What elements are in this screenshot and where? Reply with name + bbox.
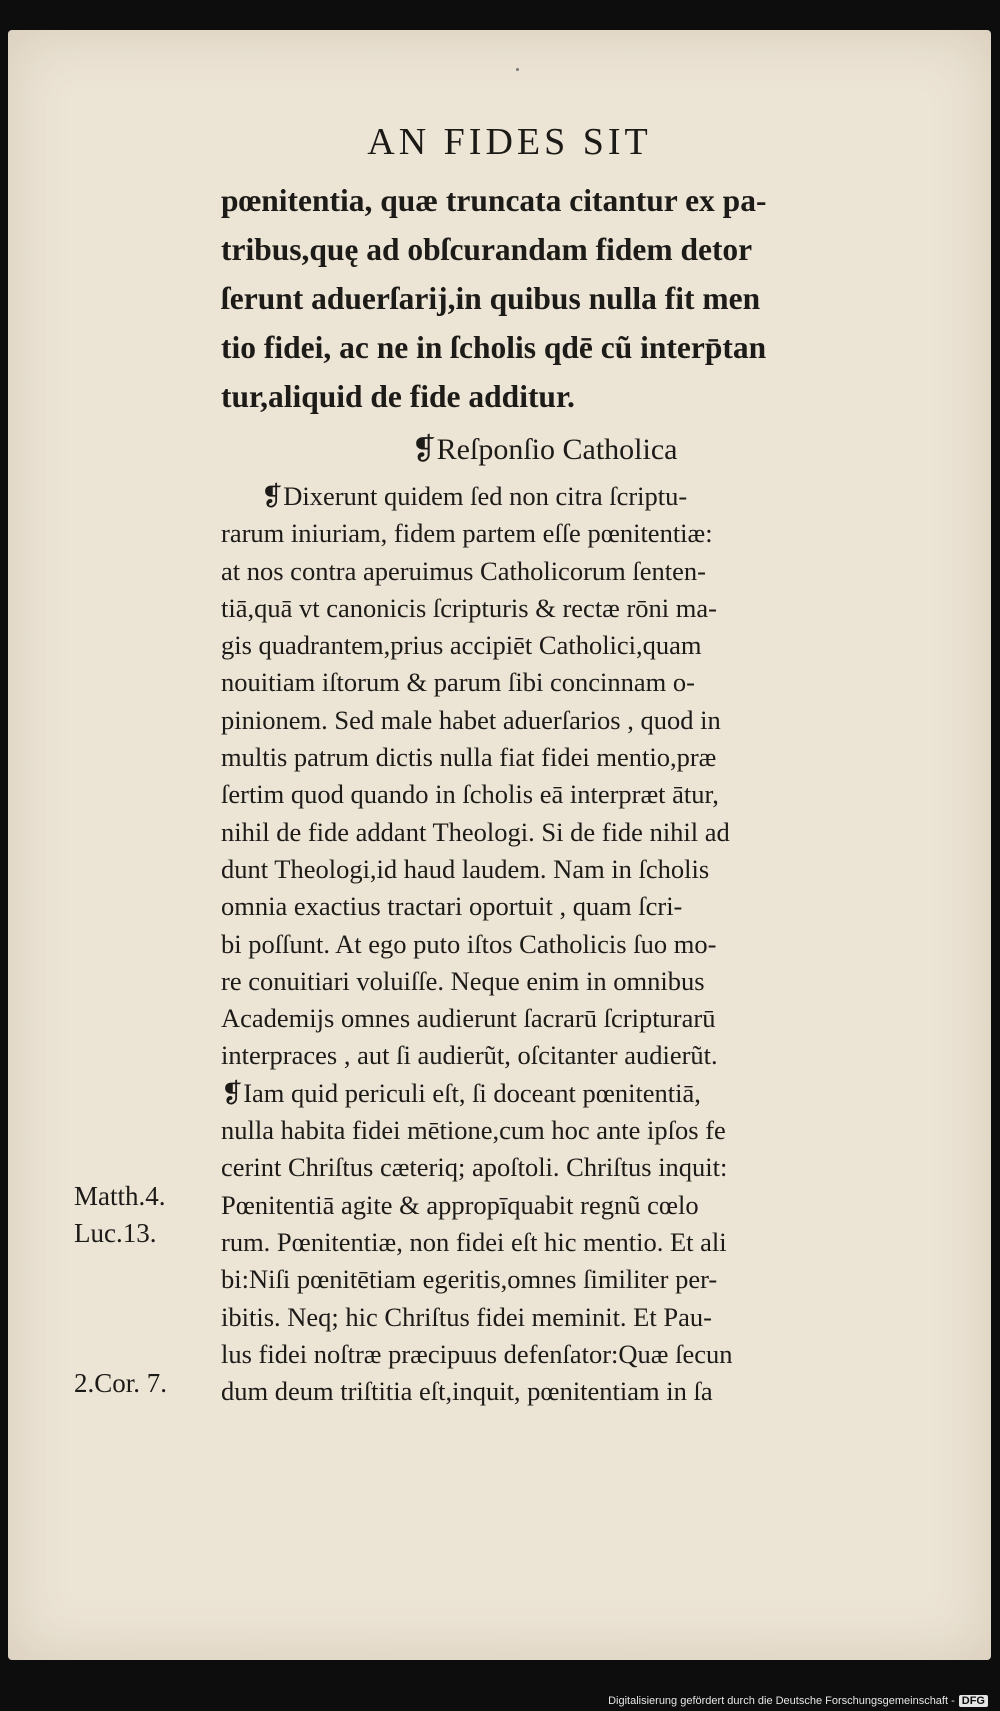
text-line: dum deum triſtitia eſt,inquit, pœnitentiam in ſa — [221, 1376, 713, 1407]
text-line: ❡Iam quid periculi eſt, ſi doceant pœnitentiā, — [221, 1077, 701, 1108]
argument-text — [221, 176, 941, 421]
text-line: tribus,quę ad obſcurandam fidem detor — [221, 232, 753, 267]
response-text — [221, 478, 941, 1410]
text-line: tiā,quā vt canonicis ſcripturis & rectæ rōni ma- — [221, 592, 717, 623]
text-line: multis patrum dictis nulla fiat fidei mentio,præ — [221, 742, 717, 773]
digitization-credit — [608, 1695, 988, 1707]
text-line: Pœnitentiā agite & appropīquabit regnũ cœlo — [221, 1189, 699, 1220]
text-line: nihil de fide addant Theologi. Si de fide nihil ad — [221, 816, 730, 847]
running-head: AN FIDES SIT — [367, 121, 652, 163]
text-line: cerint Chriſtus cæteriq; apoſtoli. Chriſtus inquit: — [221, 1152, 728, 1183]
text-line: gis quadrantem,prius accipiēt Catholici,quam — [221, 630, 702, 661]
margin-note-cor: 2.Cor. 7. — [74, 1368, 168, 1398]
dfg-logo: DFG — [959, 1695, 988, 1707]
book-page — [8, 30, 991, 1660]
page-speck — [516, 68, 519, 71]
text-line: bi:Niſi pœnitētiam egeritis,omnes ſimiliter per- — [221, 1264, 718, 1295]
text-line: lus fidei noſtræ præcipuus defenſator:Quæ ſecun — [221, 1338, 733, 1369]
text-line: bi poſſunt. At ego puto iſtos Catholicis ſuo mo- — [221, 928, 717, 959]
text-line: tio fidei, ac ne in ſcholis qdē cũ interp̄tan — [221, 330, 767, 365]
text-line: dunt Theologi,id haud laudem. Nam in ſcholis — [221, 853, 710, 884]
text-line: ſerunt aduerſarij,in quibus nulla fit men — [221, 281, 761, 316]
text-line: ſertim quod quando in ſcholis eā interpræt ātur, — [221, 779, 719, 810]
text-line: interpraces , aut ſi audierũt, oſcitanter audierũt. — [221, 1040, 718, 1071]
text-line: omnia exactius tractari oportuit , quam ſcri- — [221, 891, 683, 922]
margin-note-matth: Matth.4. — [74, 1181, 166, 1211]
text-line: nouitiam iſtorum & parum ſibi concinnam o- — [221, 667, 695, 698]
margin-note-luc: Luc.13. — [74, 1218, 157, 1248]
text-line: nulla habita fidei mētione,cum hoc ante ipſos fe — [221, 1115, 726, 1146]
text-line: ibitis. Neq; hic Chriſtus fidei meminit. Et Pau- — [221, 1301, 712, 1332]
text-line: rarum iniuriam, fidem partem eſſe pœnitentiæ: — [221, 518, 713, 549]
section-heading: ❡Reſponſio Catholica — [411, 433, 678, 466]
text-line: Academijs omnes audierunt ſacrarū ſcripturarū — [221, 1003, 716, 1034]
text-line: pœnitentia, quæ truncata citantur ex pa- — [221, 183, 767, 218]
credit-text: Digitalisierung gefördert durch die Deutsche Forschungsgemeinschaft - — [608, 1695, 955, 1707]
text-line: rum. Pœnitentiæ, non fidei eſt hic mentio. Et ali — [221, 1226, 727, 1257]
text-line: re conuitiari voluiſſe. Neque enim in omnibus — [221, 965, 705, 996]
text-line: pinionem. Sed male habet aduerſarios , quod in — [221, 704, 721, 735]
text-line: at nos contra aperuimus Catholicorum ſenten- — [221, 555, 706, 586]
text-line: ❡Dixerunt quidem ſed non citra ſcriptu- — [261, 481, 688, 511]
text-line: tur,aliquid de fide additur. — [221, 379, 575, 414]
